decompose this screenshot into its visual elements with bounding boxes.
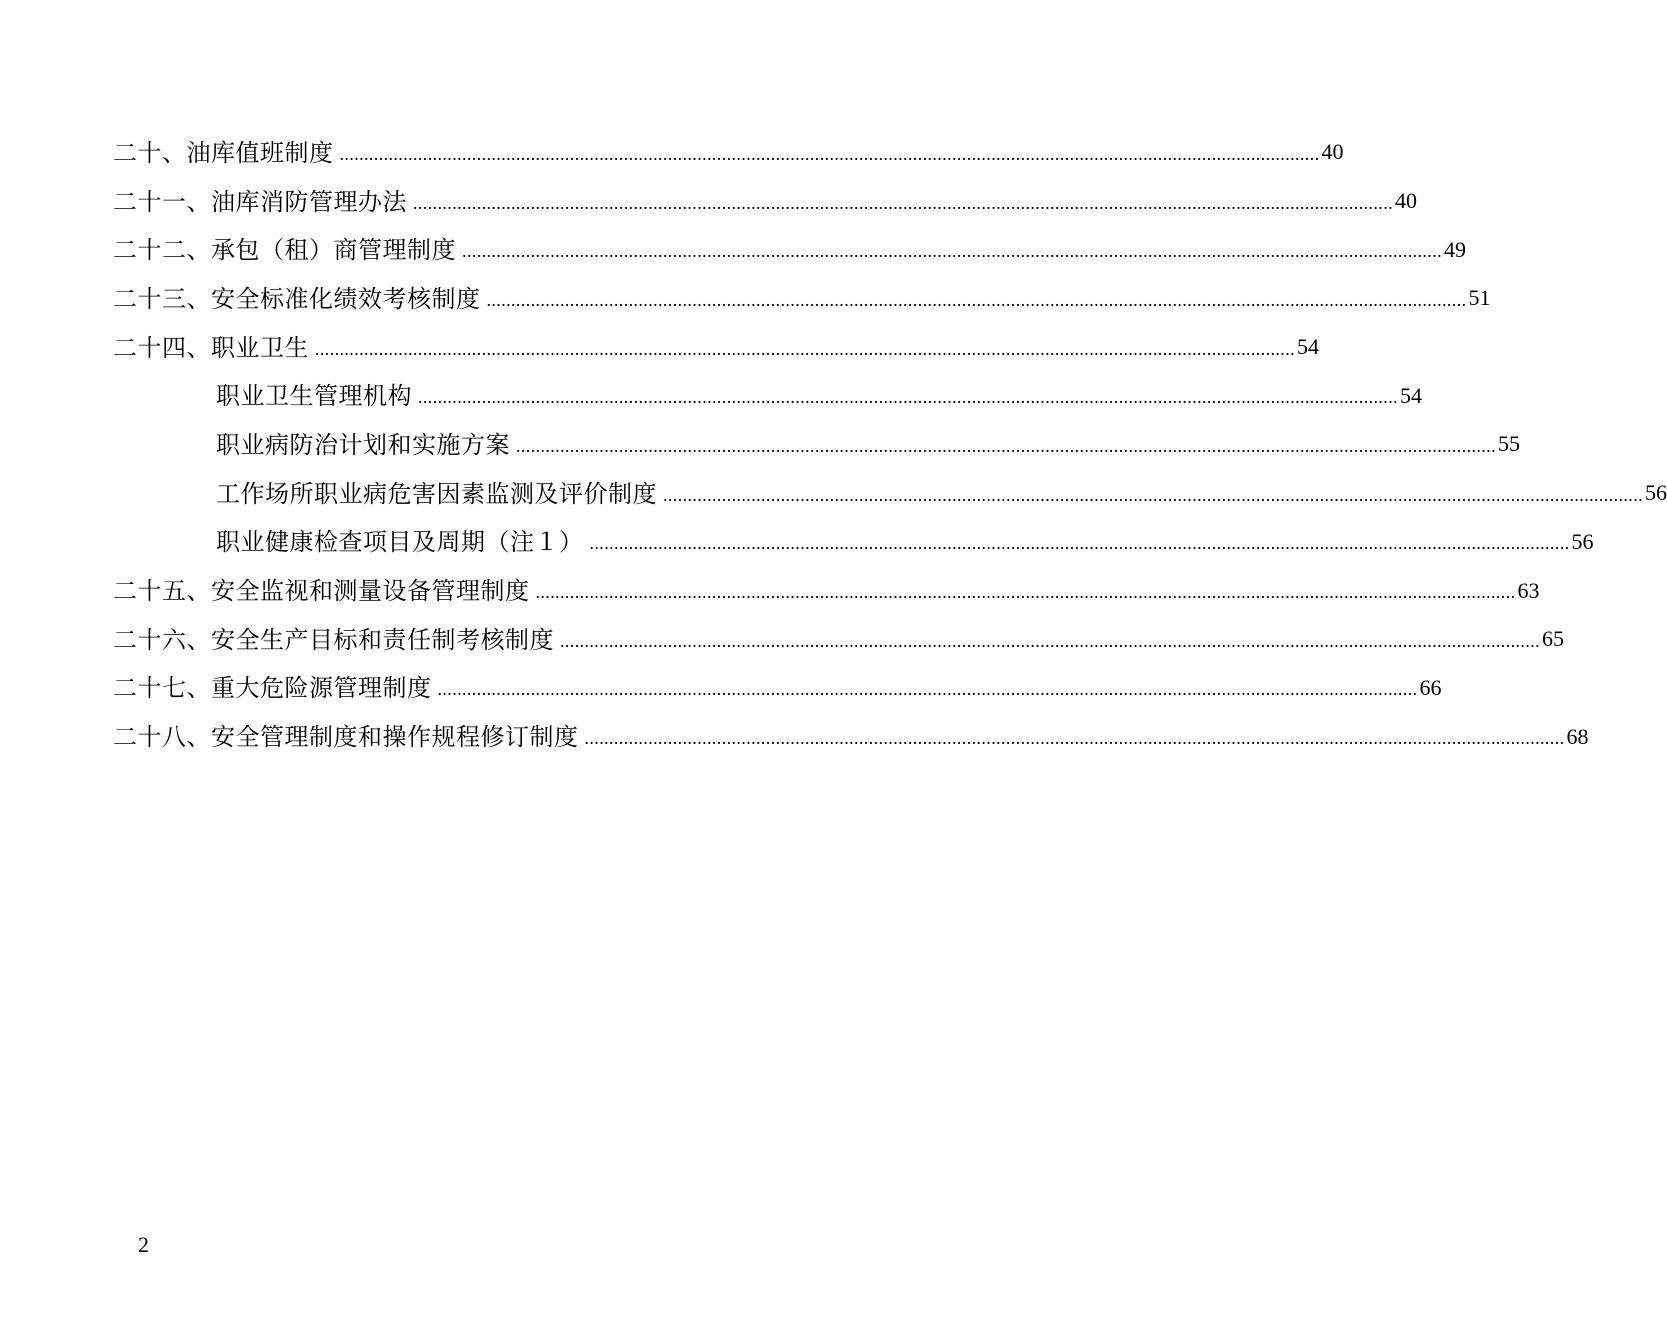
toc-entry-page: 55 (1498, 431, 1520, 457)
toc-entry-page: 40 (1321, 139, 1344, 165)
toc-entry[interactable] (113, 613, 1564, 662)
toc-entry-title: 二十四、职业卫生 (113, 333, 309, 362)
toc-entry[interactable] (113, 564, 1540, 613)
table-of-contents (113, 126, 1667, 759)
toc-entry[interactable] (113, 272, 1491, 321)
toc-entry-title: 职业病防治计划和实施方案 (216, 430, 510, 459)
toc-entry-page: 56 (1645, 480, 1667, 506)
toc-entry-page: 68 (1566, 723, 1589, 749)
toc-entry-title: 二十一、油库消防管理办法 (113, 187, 407, 216)
toc-subentry[interactable] (113, 369, 1422, 418)
toc-entry-title: 二十二、承包（租）商管理制度 (113, 236, 456, 265)
toc-entry-title: 二十三、安全标准化绩效考核制度 (113, 284, 481, 313)
dot-leader: ........................................................................................................................................................................................................ (462, 241, 1442, 262)
toc-entry-page: 40 (1395, 188, 1417, 214)
dot-leader: ........................................................................................................................................................................................................ (663, 484, 1643, 505)
toc-entry-title: 工作场所职业病危害因素监测及评价制度 (216, 479, 657, 508)
toc-entry-title: 二十、油库值班制度 (113, 138, 334, 167)
toc-entry[interactable] (113, 321, 1319, 370)
toc-entry[interactable] (113, 126, 1344, 175)
toc-entry-title: 二十六、安全生产目标和责任制考核制度 (113, 625, 554, 654)
dot-leader: ........................................................................................................................................................................................................ (315, 338, 1295, 359)
toc-entry-page: 54 (1297, 334, 1319, 360)
dot-leader: ........................................................................................................................................................................................................ (339, 143, 1320, 164)
toc-entry-page: 65 (1542, 626, 1564, 652)
toc-subentry[interactable] (113, 516, 1594, 565)
toc-entry-title: 职业卫生管理机构 (216, 382, 412, 411)
toc-entry-title: 二十七、重大危险源管理制度 (113, 674, 432, 703)
toc-entry-title: 二十八、安全管理制度和操作规程修订制度 (113, 723, 579, 752)
toc-entry-title: 职业健康检查项目及周期（注１） (216, 528, 584, 557)
toc-entry-title: 二十五、安全监视和测量设备管理制度 (113, 577, 530, 606)
dot-leader: ........................................................................................................................................................................................................ (413, 192, 1393, 213)
dot-leader: ........................................................................................................................................................................................................ (584, 728, 1565, 749)
dot-leader: ........................................................................................................................................................................................................ (535, 582, 1516, 603)
dot-leader: ........................................................................................................................................................................................................ (418, 387, 1398, 408)
toc-entry-page: 66 (1419, 674, 1442, 700)
toc-entry[interactable] (113, 175, 1417, 224)
toc-entry-page: 49 (1444, 236, 1466, 262)
dot-leader: ........................................................................................................................................................................................................ (589, 533, 1570, 554)
toc-subentry[interactable] (113, 418, 1520, 467)
toc-entry-page: 54 (1400, 382, 1422, 408)
toc-entry[interactable] (113, 662, 1442, 711)
toc-entry-page: 63 (1517, 577, 1540, 603)
toc-entry-page: 56 (1571, 528, 1594, 554)
dot-leader: ........................................................................................................................................................................................................ (560, 630, 1540, 651)
toc-entry[interactable] (113, 710, 1589, 759)
dot-leader: ........................................................................................................................................................................................................ (486, 289, 1467, 310)
dot-leader: ........................................................................................................................................................................................................ (437, 679, 1418, 700)
toc-entry[interactable] (113, 223, 1466, 272)
page-number: 2 (138, 1232, 149, 1257)
toc-entry-page: 51 (1468, 285, 1491, 311)
toc-subentry[interactable] (113, 467, 1667, 516)
dot-leader: ........................................................................................................................................................................................................ (516, 435, 1496, 456)
